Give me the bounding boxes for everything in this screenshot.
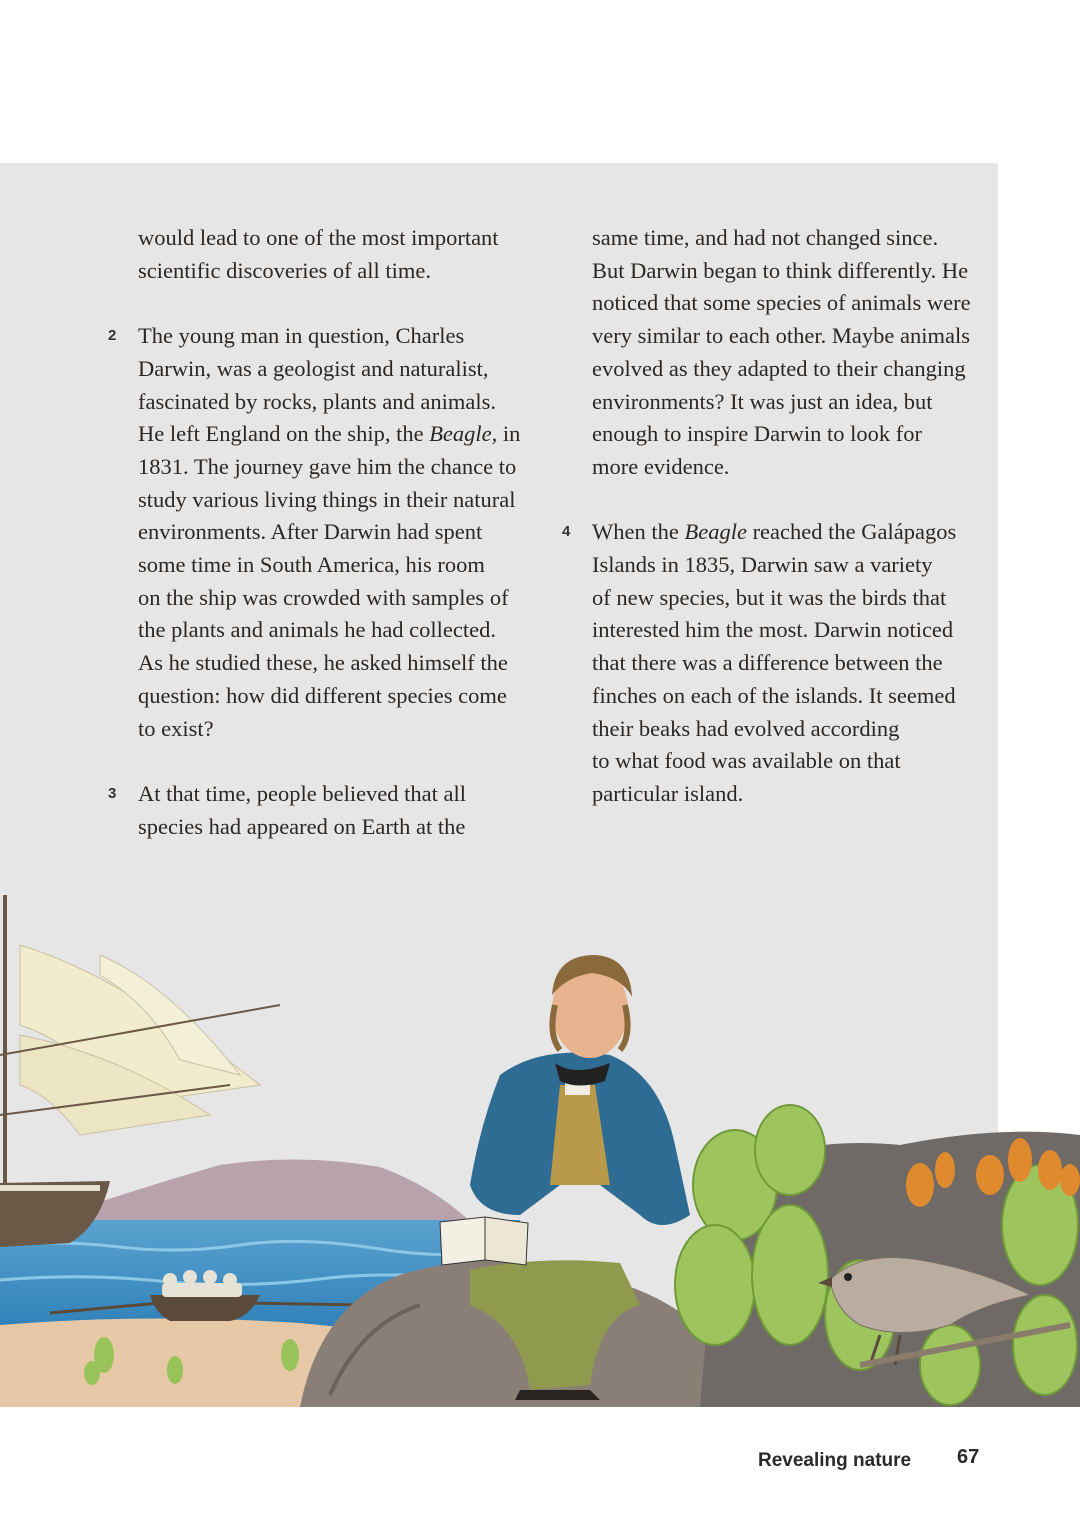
text-line: environments. After Darwin had spent [138, 519, 483, 545]
paragraph-number: 3 [108, 784, 117, 802]
text-line: noticed that some species of animals were [592, 290, 971, 316]
text-line: the plants and animals he had collected. [138, 617, 497, 643]
text-line: same time, and had not changed since. [592, 225, 939, 250]
darwin-galapagos-illustration [0, 885, 1080, 1407]
text-line: enough to inspire Darwin to look for [592, 421, 922, 447]
text-line: very similar to each other. Maybe animals [592, 323, 971, 349]
paragraph-1-continued [138, 222, 538, 287]
text-line: would lead to one of the most important [138, 225, 499, 250]
text-line: their beaks had evolved according [592, 715, 900, 741]
paragraph-number: 4 [562, 523, 571, 541]
text-line: evolved as they adapted to their changing [592, 355, 966, 381]
paragraph-2 [108, 320, 538, 745]
text-line [592, 516, 984, 549]
distant-island [60, 1159, 470, 1225]
text-line: study various living things in their natural [138, 486, 516, 512]
section-title: Revealing nature [758, 1450, 912, 1471]
text-line: The young man in question, Charles [138, 323, 465, 349]
paragraph-3 [108, 778, 538, 843]
text-line: scientific discoveries of all time. [138, 257, 432, 283]
ship-name: Beagle [684, 519, 747, 545]
text-line: of new species, but it was the birds that [592, 584, 947, 610]
text-line: species had appeared on Earth at the [138, 813, 466, 839]
text-line: on the ship was crowded with samples of [138, 584, 509, 610]
text-line: Darwin, was a geologist and naturalist, [138, 355, 489, 381]
text-line: particular island. [592, 780, 744, 806]
open-book-icon [440, 1217, 528, 1265]
text-line: But Darwin began to think differently. He [592, 257, 969, 283]
text-line: to exist? [138, 715, 214, 741]
text-span: reached the Galápagos [746, 519, 957, 545]
text-line: finches on each of the islands. It seemed [592, 682, 956, 708]
text-line: fascinated by rocks, plants and animals. [138, 388, 497, 414]
text-line: that there was a difference between the [592, 650, 943, 676]
text-line [138, 418, 538, 451]
ship-name: Beagle, [429, 421, 498, 447]
text-line: At that time, people believed that all [138, 780, 467, 806]
text-line: question: how did different species come [138, 682, 507, 708]
paragraph-3-continued [592, 222, 984, 484]
paragraph-number: 2 [108, 327, 117, 345]
text-line: to what food was available on that [592, 748, 901, 774]
text-line: environments? It was just an idea, but [592, 388, 933, 414]
text-line: more evidence. [592, 453, 730, 479]
text-line: As he studied these, he asked himself the [138, 650, 508, 676]
text-span: in [497, 421, 521, 447]
text-line: some time in South America, his room [138, 552, 485, 578]
text-line: interested him the most. Darwin noticed [592, 617, 954, 643]
text-span: When the [592, 519, 685, 545]
text-line: 1831. The journey gave him the chance to [138, 453, 517, 479]
text-line: Islands in 1835, Darwin saw a variety [592, 552, 933, 578]
page-number: 67 [957, 1446, 980, 1468]
paragraph-4 [562, 516, 984, 810]
right-column [562, 222, 984, 843]
left-column [108, 222, 538, 876]
text-span: He left England on the ship, the [138, 421, 430, 447]
